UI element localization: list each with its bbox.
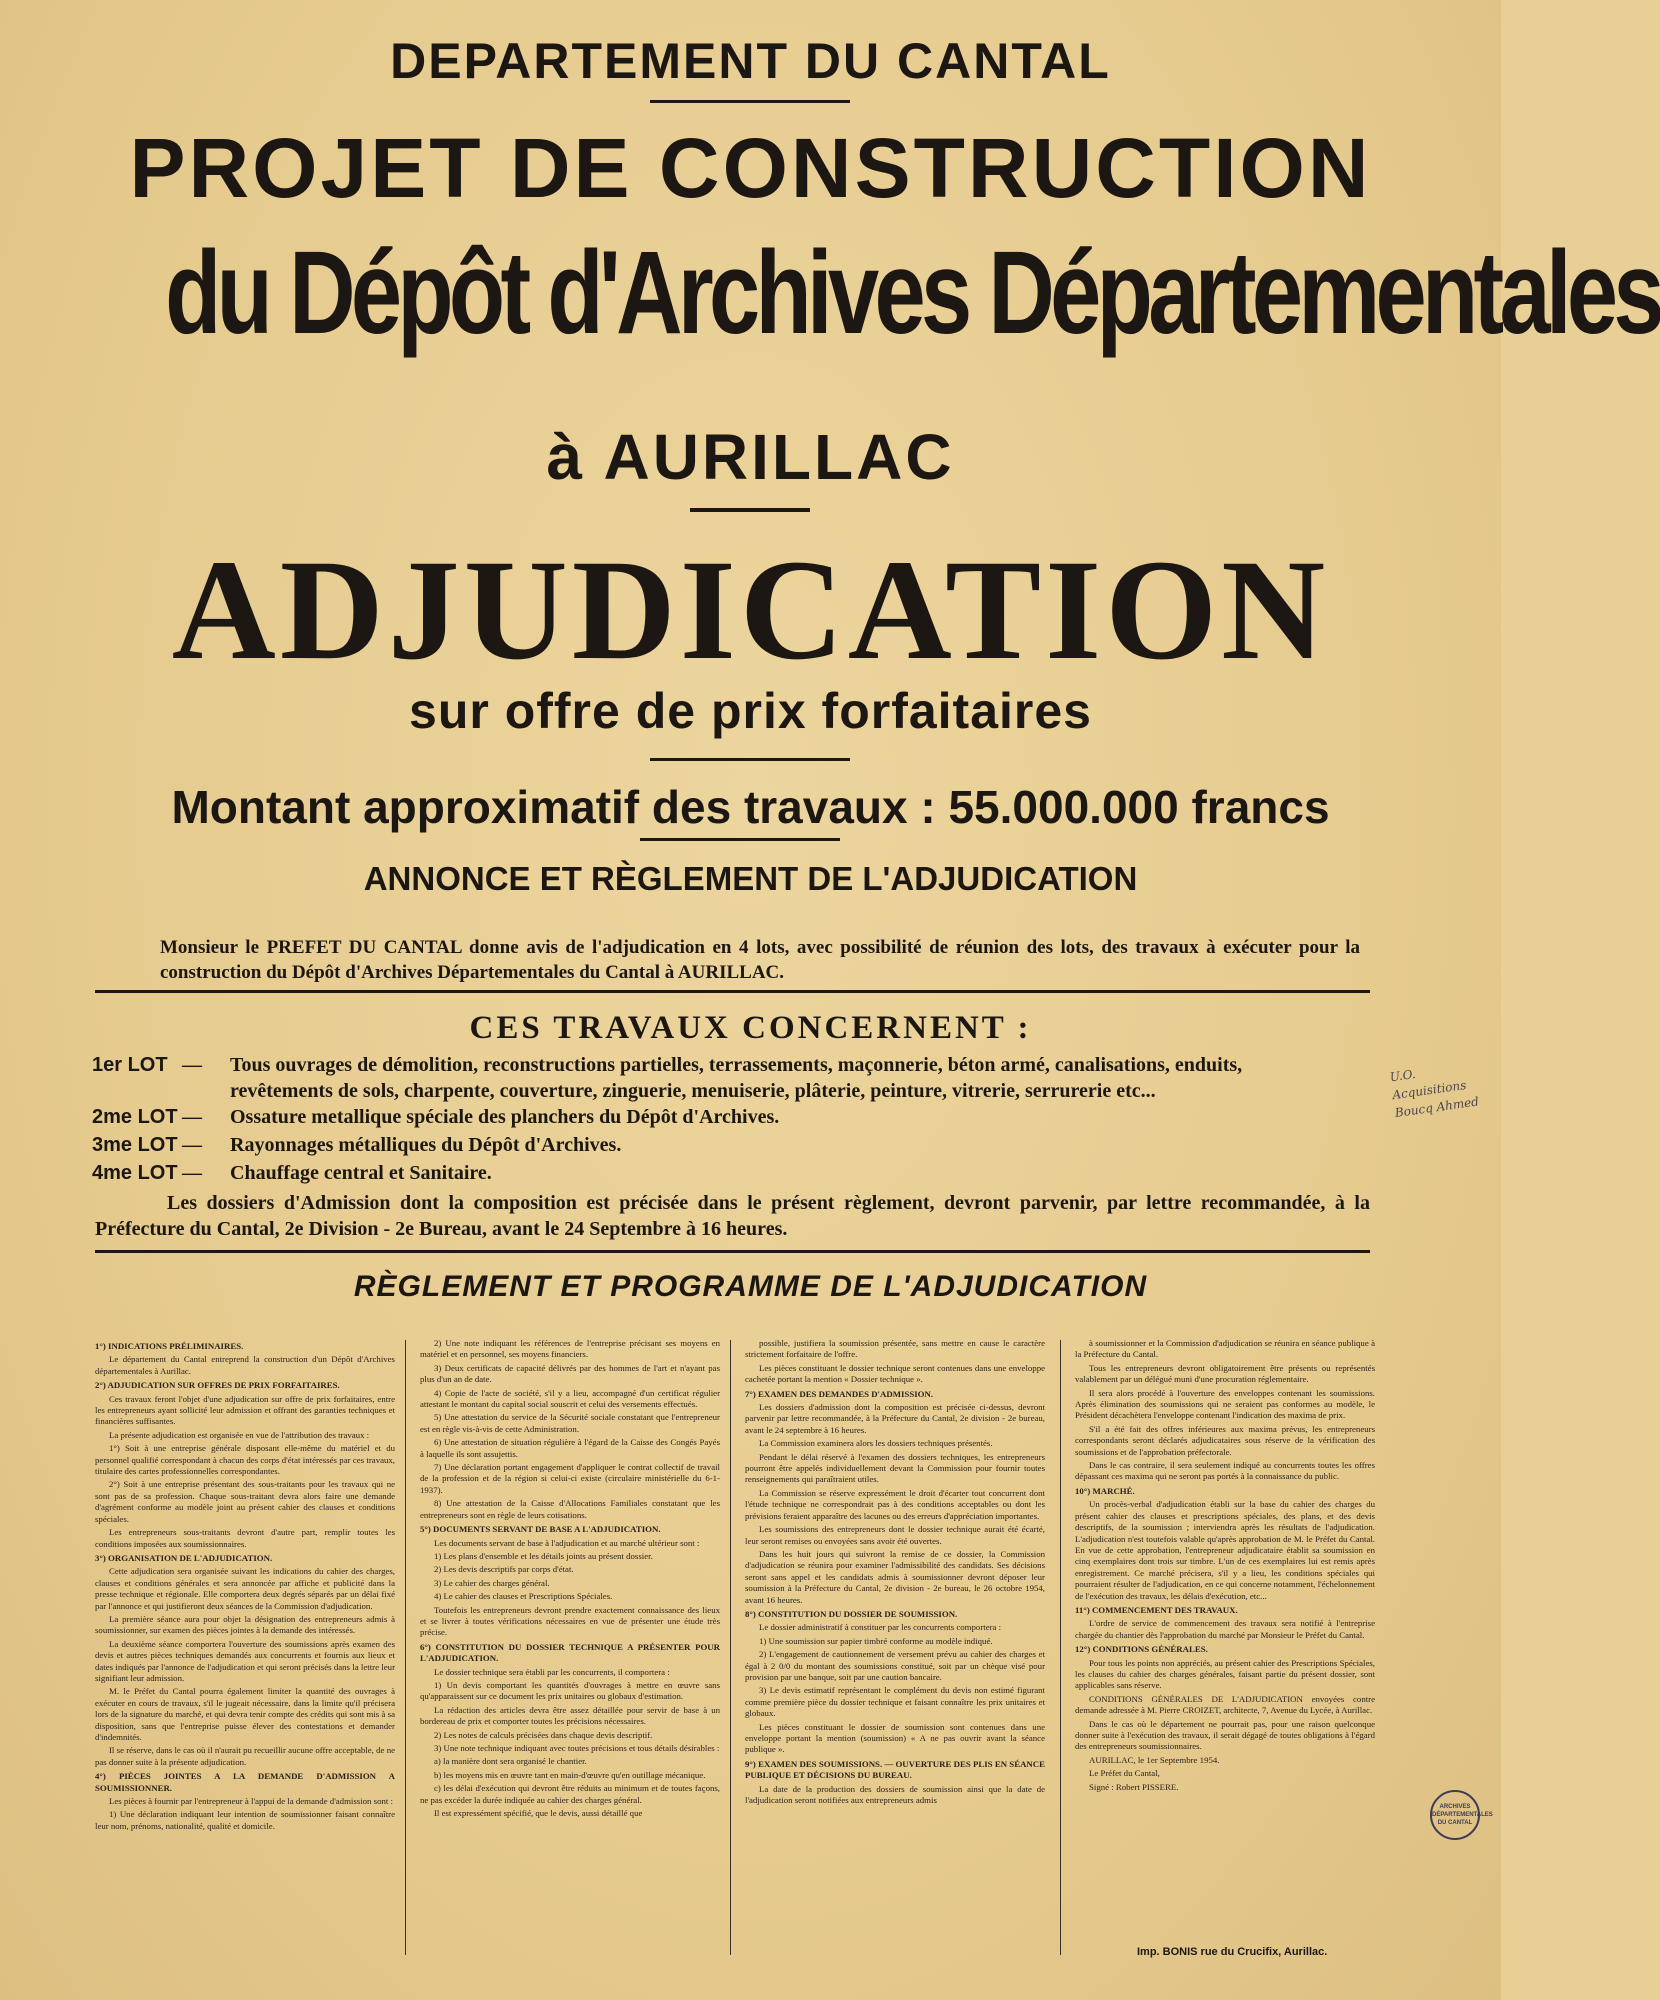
lot-1 — [92, 1052, 1372, 1104]
reglement-column-2 — [420, 1338, 720, 1958]
article-paragraph: Les entrepreneurs sous-traitants devront d'autre part, remplir toutes les conditions imposées aux soumissionnaires. — [95, 1527, 395, 1549]
article-paragraph: Il sera alors procédé à l'ouverture des enveloppes contenant les soumissions. Après élimination des soumissions qui ne seraient pas conformes au modèle, le Président décachètera l'enveloppe contenant l'indication des maxima de prix. — [1075, 1387, 1375, 1421]
article-paragraph: 1) Les plans d'ensemble et les détails joints au présent dossier. — [434, 1550, 653, 1561]
article-paragraph: 8) Une attestation de la Caisse d'Allocations Familiales constatant que les entrepreneurs sont en règle de leurs cotisations. — [420, 1498, 720, 1520]
article-paragraph: Les dossiers d'admission dont la composition est précisée ci-dessus, devront parvenir par lettre recommandée, à la Préfecture du Cantal, 2e division - 2e bureau, avant le 24 septembre à 16 heures. — [745, 1402, 1045, 1435]
article-paragraph: AURILLAC, le 1er Septembre 1954. — [1089, 1754, 1220, 1765]
lot-description: Ossature metallique spéciale des planchers du Dépôt d'Archives. — [230, 1106, 780, 1128]
article-heading: 5°) DOCUMENTS SERVANT DE BASE A L'ADJUDICATION. — [420, 1524, 661, 1535]
article-paragraph: Le département du Cantal entreprend la construction d'un Dépôt d'Archives départementales à Aurillac. — [95, 1354, 395, 1376]
article-paragraph: Cette adjudication sera organisée suivant les indications du cahier des charges, clauses et conditions générales et sera annoncée par affiche et publicité dans la presse technique et régionale. Elle comportera deux degrés séparés par un délai fixé par l'annonce et qui justifieront deux séances de la Commission d'adjudication. — [95, 1566, 395, 1611]
article-paragraph: Le dossier technique sera établi par les concurrents, il comportera : — [434, 1666, 670, 1677]
article-heading: 9°) EXAMEN DES SOUMISSIONS. — OUVERTURE DES PLIS EN SÉANCE PUBLIQUE ET DÉCISIONS DU BUREAU. — [745, 1758, 1045, 1781]
lot-dash: — — [182, 1106, 202, 1128]
lot-4 — [92, 1160, 1372, 1186]
article-paragraph: CONDITIONS GÉNÉRALES DE L'ADJUDICATION envoyées contre demande adressée à M. Pierre CROIZET, architecte, 7, Avenue du Lycée, à Aurillac. — [1075, 1693, 1375, 1716]
intro-paragraph: Monsieur le PREFET DU CANTAL donne avis de l'adjudication en 4 lots, avec possibilité de réunion des lots, des travaux à exécuter pour la construction du Dépôt d'Archives Départementales du Cantal à AURILLAC. — [160, 937, 1360, 983]
article-paragraph: Dans les huit jours qui suivront la remise de ce dossier, la Commission d'adjudication se réunira pour examiner l'admissibilité des candidats. Ses décisions seront sans appel et les candidats admis à soumissionner devront déposer leur soumission à la Préfecture du Cantal, 2e division - 2e bureau, le 26 octobre 1954, avant 16 heures. — [745, 1548, 1045, 1605]
article-paragraph: Les soumissions des entrepreneurs dont le dossier technique aurait été écarté, leur seront remises ou envoyées sans avoir été ouvertes. — [745, 1524, 1045, 1546]
depot-heading: du Dépôt d'Archives Départementales — [165, 227, 1660, 359]
article-paragraph: 3) Une note technique indiquant avec toutes précisions et tous détails désirables : — [434, 1743, 720, 1753]
article-paragraph: Toutefois les entrepreneurs devront prendre exactement connaissance des lieux et se livrer à toutes vérifications nécessaires en vue de présenter une étude très précise. — [420, 1604, 720, 1638]
article-paragraph: La Commission se réserve expressément le droit d'écarter tout concurrent dont l'étude technique ne correspondrait pas à des conditions acceptables ou dont les prévisions feraient apparaître des lacunes ou des erreurs d'appréciation importantes. — [745, 1487, 1045, 1521]
article-paragraph: 2) Les devis descriptifs par corps d'état. — [434, 1564, 574, 1575]
divider — [650, 758, 850, 761]
article-paragraph: 1°) Soit à une entreprise générale disposant elle-même du matériel et du personnel qualifié correspondant à chacun des corps d'état intéressés par ces travaux, titulaire des cartes professionnelles correspondantes. — [95, 1443, 395, 1477]
article-paragraph: 2) Les notes de calculs précisées dans chaque devis descriptif. — [434, 1729, 653, 1740]
article-heading: 1°) INDICATIONS PRÉLIMINAIRES. — [95, 1341, 244, 1351]
article-paragraph: 3) Le devis estimatif représentant le complément du devis non estimé figurant comme première pièce du dossier technique et faisant connaître les prix unitaires et globaux. — [745, 1685, 1045, 1719]
article-paragraph: Un procès-verbal d'adjudication établi sur la base du cahier des charges du présent cahier des clauses et prescriptions spéciales, des plans, et des devis descriptifs, de la soumission ; interviendra après les résultats de l'adjudication. L'adjudication n'est toutefois valable qu'après approbation de M. le Préfet du Cantal. En vue de cette approbation, l'entrepreneur adjudicataire établit sa soumission en cinq exemplaires dont trois sur timbre. L'un de ces exemplaires lui est remis après enregistrement. Ce marché précisera, s'il y a lieu, les conditions spéciales qui pourraient résulter de l'adjudication, en ce qui concerne notamment, l'échelonnement de l'exécution des travaux, les délais d'exécution, etc... — [1075, 1499, 1375, 1601]
article-paragraph: 5) Une attestation du service de la Sécurité sociale constatant que l'entrepreneur est en règle vis-à-vis de cette Administration. — [420, 1412, 720, 1434]
column-divider — [730, 1340, 731, 1955]
project-heading: PROJET DE CONSTRUCTION — [129, 121, 1372, 215]
article-paragraph: 6) Une attestation de situation régulière à l'égard de la Caisse des Congés Payés à laquelle ils sont assujettis. — [420, 1437, 720, 1459]
city-heading: à AURILLAC — [546, 421, 955, 493]
dossiers-paragraph: Les dossiers d'Admission dont la composition est précisée dans le présent règlement, devront parvenir, par lettre recommandée, à la Préfecture du Cantal, 2e Division - 2e Bureau, avant le 24 Septembre à 16 heures. — [95, 1192, 1370, 1240]
article-paragraph: La date de la production des dossiers de soumission ainsi que la date de l'adjudication seront notifiées aux entrepreneurs admis — [745, 1783, 1045, 1806]
article-paragraph: Les pièces constituant le dossier technique seront contenues dans une enveloppe cachetée portant la mention « Dossier technique ». — [745, 1362, 1045, 1385]
reglement-column-1 — [95, 1338, 395, 1958]
lot-dash: — — [182, 1134, 202, 1156]
article-paragraph: Les documents servant de base à l'adjudication et au marché ultérieur sont : — [434, 1537, 700, 1548]
article-paragraph: L'ordre de service de commencement des travaux sera notifié à l'entreprise chargée du chantier dès l'approbation du marché par Monsieur le Préfet du Cantal. — [1075, 1618, 1375, 1640]
article-paragraph: La rédaction des articles devra être assez détaillée pour servir de base à un bordereau de prix et comporter toutes les précisions nécessaires. — [420, 1704, 720, 1727]
article-paragraph: Il se réserve, dans le cas où il n'aurait pu recueillir aucune offre acceptable, de ne pas donner suite à la présente adjudication. — [95, 1745, 395, 1767]
section-rule — [95, 990, 1370, 993]
article-paragraph: 1) Une déclaration indiquant leur intention de soumissionner faisant connaître leur nom, prénoms, nationalité, qualité et domicile. — [95, 1809, 395, 1831]
reglement-column-4 — [1075, 1338, 1375, 1958]
lot-2 — [92, 1104, 1372, 1130]
column-divider — [405, 1340, 406, 1955]
article-heading: 2°) ADJUDICATION SUR OFFRES DE PRIX FORFAITAIRES. — [95, 1380, 340, 1391]
lot-description: Tous ouvrages de démolition, reconstructions partielles, terrassements, maçonnerie, béton armé, canalisations, enduits, revêtements de sols, charpente, couverture, zinguerie, menuiserie, plâterie, peinture, vitrerie, serrurerie etc... — [230, 1054, 1243, 1102]
article-paragraph: 4) Copie de l'acte de société, s'il y a lieu, accompagné d'un certificat régulier attestant le montant du capital social souscrit et celui des versements effectués. — [420, 1387, 720, 1410]
article-paragraph: Tous les entrepreneurs devront obligatoirement être présents ou représentés valablement par un délégué muni d'une procuration réglementaire. — [1075, 1362, 1375, 1385]
article-paragraph: a) la manière dont sera organisé le chantier. — [434, 1756, 587, 1767]
divider — [690, 508, 810, 512]
article-paragraph: M. le Préfet du Cantal pourra également limiter la quantité des ouvrages à exécuter en cours de travaux, s'il le jugeait nécessaire, dans la limite qu'il précisera lors de la signature du marché, et qui devra tenir compte des crédits qui sont mis à sa disposition, sans que l'entreprise puisse élever des contestations et demander d'indemnités. — [95, 1686, 395, 1742]
article-paragraph: Le Préfet du Cantal, — [1089, 1768, 1160, 1779]
column-divider — [1060, 1340, 1061, 1955]
announce-heading: ANNONCE ET RÈGLEMENT DE L'ADJUDICATION — [363, 860, 1138, 897]
lot-3 — [92, 1132, 1372, 1158]
article-paragraph: La deuxième séance comportera l'ouverture des soumissions après examen des devis et autres pièces techniques demandés aux concurrents et fournis aux lieux et dates indiqués par l'annonce de l'adjudication et qui seront précisés dans la lettre leur signifiant leur admission. — [95, 1638, 395, 1683]
article-heading: 10°) MARCHÉ. — [1075, 1485, 1135, 1496]
article-paragraph: Il est expressément spécifié, que le devis, aussi détaillé que — [434, 1808, 643, 1819]
lot-number: 2me LOT — [92, 1106, 178, 1128]
section-rule — [95, 1250, 1370, 1253]
article-paragraph: 4) Le cahier des clauses et Prescriptions Spéciales. — [434, 1591, 613, 1602]
article-paragraph: S'il a été fait des offres inférieures aux maxima prévus, les entrepreneurs correspondants seront déclarés adjudicataires sous réserve de la vérification des soumissions et de l'approbation préfectorale. — [1075, 1423, 1375, 1457]
lot-dash: — — [182, 1054, 202, 1076]
article-paragraph: Signé : Robert PISSERE. — [1089, 1781, 1179, 1792]
article-paragraph: Ces travaux feront l'objet d'une adjudication sur offre de prix forfaitaires, entre les entrepreneurs ayant sollicité leur admission et offrant des garanties techniques et financières suffisantes. — [95, 1393, 395, 1427]
article-paragraph: 7) Une déclaration portant engagement d'appliquer le contrat collectif de travail de la profession et de la région si celui-ci existe (circulaire ministérielle du 6-1-1937). — [420, 1462, 720, 1495]
article-paragraph: 1) Une soumission sur papier timbré conforme au modèle indiqué. — [759, 1635, 993, 1646]
article-paragraph: La Commission examinera alors les dossiers techniques présentés. — [759, 1438, 993, 1449]
article-paragraph: Les pièces à fournir par l'entrepreneur à l'appui de la demande d'admission sont : — [109, 1796, 393, 1807]
article-heading: 11°) COMMENCEMENT DES TRAVAUX. — [1075, 1604, 1238, 1615]
reglement-column-3 — [745, 1338, 1045, 1958]
article-paragraph: 2°) Soit à une entreprise présentant des sous-traitants pour les travaux qui ne sont pas de sa profession. Chaque sous-traitant devra alors faire une demande d'agrément conforme au modèle joint au présent cahier des clauses et conditions spéciales. — [95, 1479, 395, 1524]
article-paragraph: 1) Un devis comportant les quantités d'ouvrages à mettre en œuvre sans qu'apparaissent sur ce document les prix unitaires ou globaux d'estimation. — [420, 1679, 720, 1702]
article-paragraph: à soumissionner et la Commission d'adjudication se réunira en séance publique à la Préfecture du Cantal. — [1075, 1338, 1375, 1360]
article-paragraph: Le dossier administratif à constituer par les concurrents comportera : — [759, 1622, 1002, 1633]
article-heading: 6°) CONSTITUTION DU DOSSIER TECHNIQUE A PRÉSENTER POUR L'ADJUDICATION. — [420, 1641, 720, 1664]
article-paragraph: c) les délai d'exécution qui devront être réduits au minimum et de toutes façons, ne pas excéder la durée indiquée au cahier des charges général. — [420, 1783, 720, 1805]
article-paragraph: Pendant le délai réservé à l'examen des dossiers techniques, les entrepreneurs pourront être appelés individuellement devant la Commission pour fournir toutes renseignements qui paraîtraient utiles. — [745, 1451, 1045, 1485]
article-heading: 7°) EXAMEN DES DEMANDES D'ADMISSION. — [745, 1388, 934, 1399]
article-paragraph: La présente adjudication est organisée en vue de l'attribution des travaux : — [109, 1429, 370, 1440]
works-title: CES TRAVAUX CONCERNENT : — [469, 1010, 1032, 1046]
lot-number: 1er LOT — [92, 1054, 168, 1076]
divider — [640, 838, 840, 841]
article-paragraph: Dans le cas où le département ne pourrait pas, pour une raison quelconque donner suite à l'exécution des travaux, il serait dégagé de toutes obligations à l'égard des entrepreneurs soumissionnaires. — [1075, 1718, 1375, 1752]
lot-number: 3me LOT — [92, 1134, 178, 1156]
article-paragraph: b) les moyens mis en œuvre tant en main-d'œuvre qu'en outillage mécanique. — [434, 1769, 706, 1780]
article-heading: 3°) ORGANISATION DE L'ADJUDICATION. — [95, 1552, 273, 1563]
article-paragraph: possible, justifiera la soumission présentée, sans mettre en cause le caractère strictement forfaitaire de l'offre. — [745, 1338, 1045, 1360]
archive-stamp-icon: ARCHIVES DÉPARTEMENTALES DU CANTAL — [1430, 1790, 1480, 1840]
article-paragraph: Dans le cas contraire, il sera seulement indiqué au concurrents toutes les offres dépassant ces maxima qui ne seront pas portés à la connaissance du public. — [1075, 1460, 1375, 1482]
article-heading: 8°) CONSTITUTION DU DOSSIER DE SOUMISSION. — [745, 1608, 958, 1619]
article-paragraph: 2) L'engagement de cautionnement de versement prévu au cahier des charges et égal à 2 0/0 du montant des soumissions constitué, soit par un chèque visé pour provision par une banque, soit par une caution bancaire. — [745, 1649, 1045, 1682]
article-heading: 12°) CONDITIONS GÉNÉRALES. — [1075, 1644, 1208, 1655]
amount-line: Montant approximatif des travaux : 55.000.000 francs — [171, 781, 1330, 833]
lot-number: 4me LOT — [92, 1162, 178, 1184]
article-paragraph: 3) Le cahier des charges général. — [434, 1577, 550, 1588]
article-paragraph: La première séance aura pour objet la désignation des entrepreneurs admis à soumissionner, sur examen des pièces jointes à la demande des intéressés. — [95, 1613, 395, 1636]
article-paragraph: Pour tous les points non appréciés, au présent cahier des Prescriptions Spéciales, les clauses du cahier des charges générales, faisant partie du présent dossier, sont applicables sans réserve. — [1075, 1657, 1375, 1691]
lot-description: Chauffage central et Sanitaire. — [230, 1162, 492, 1184]
divider — [650, 100, 850, 103]
handwritten-note: U.O. Acquisitions Boucq Ahmed — [1388, 1066, 1480, 1121]
article-heading: 4°) PIÈCES JOINTES A LA DEMANDE D'ADMISSION A SOUMISSIONNER. — [95, 1771, 395, 1793]
department-heading: DEPARTEMENT DU CANTAL — [390, 33, 1111, 89]
reglement-title: RÈGLEMENT ET PROGRAMME DE L'ADJUDICATION — [353, 1270, 1148, 1303]
printer-imprint: Imp. BONIS rue du Crucifix, Aurillac. — [1137, 1946, 1328, 1958]
article-paragraph: Les pièces constituant le dossier de soumission sont contenues dans une enveloppe portant la mention (soumission) « A ne pas ouvrir avant la séance publique ». — [745, 1721, 1045, 1755]
article-paragraph: 3) Deux certificats de capacité délivrés par des hommes de l'art et n'ayant pas plus d'un an de date. — [420, 1362, 720, 1385]
offer-subheading: sur offre de prix forfaitaires — [409, 683, 1092, 739]
lot-dash: — — [182, 1162, 202, 1184]
lot-description: Rayonnages métalliques du Dépôt d'Archives. — [230, 1134, 622, 1156]
article-paragraph: 2) Une note indiquant les références de l'entreprise précisant ses moyens en matériel et en personnel, ses moyens financiers. — [420, 1338, 720, 1360]
adjudication-heading: ADJUDICATION — [171, 531, 1330, 690]
